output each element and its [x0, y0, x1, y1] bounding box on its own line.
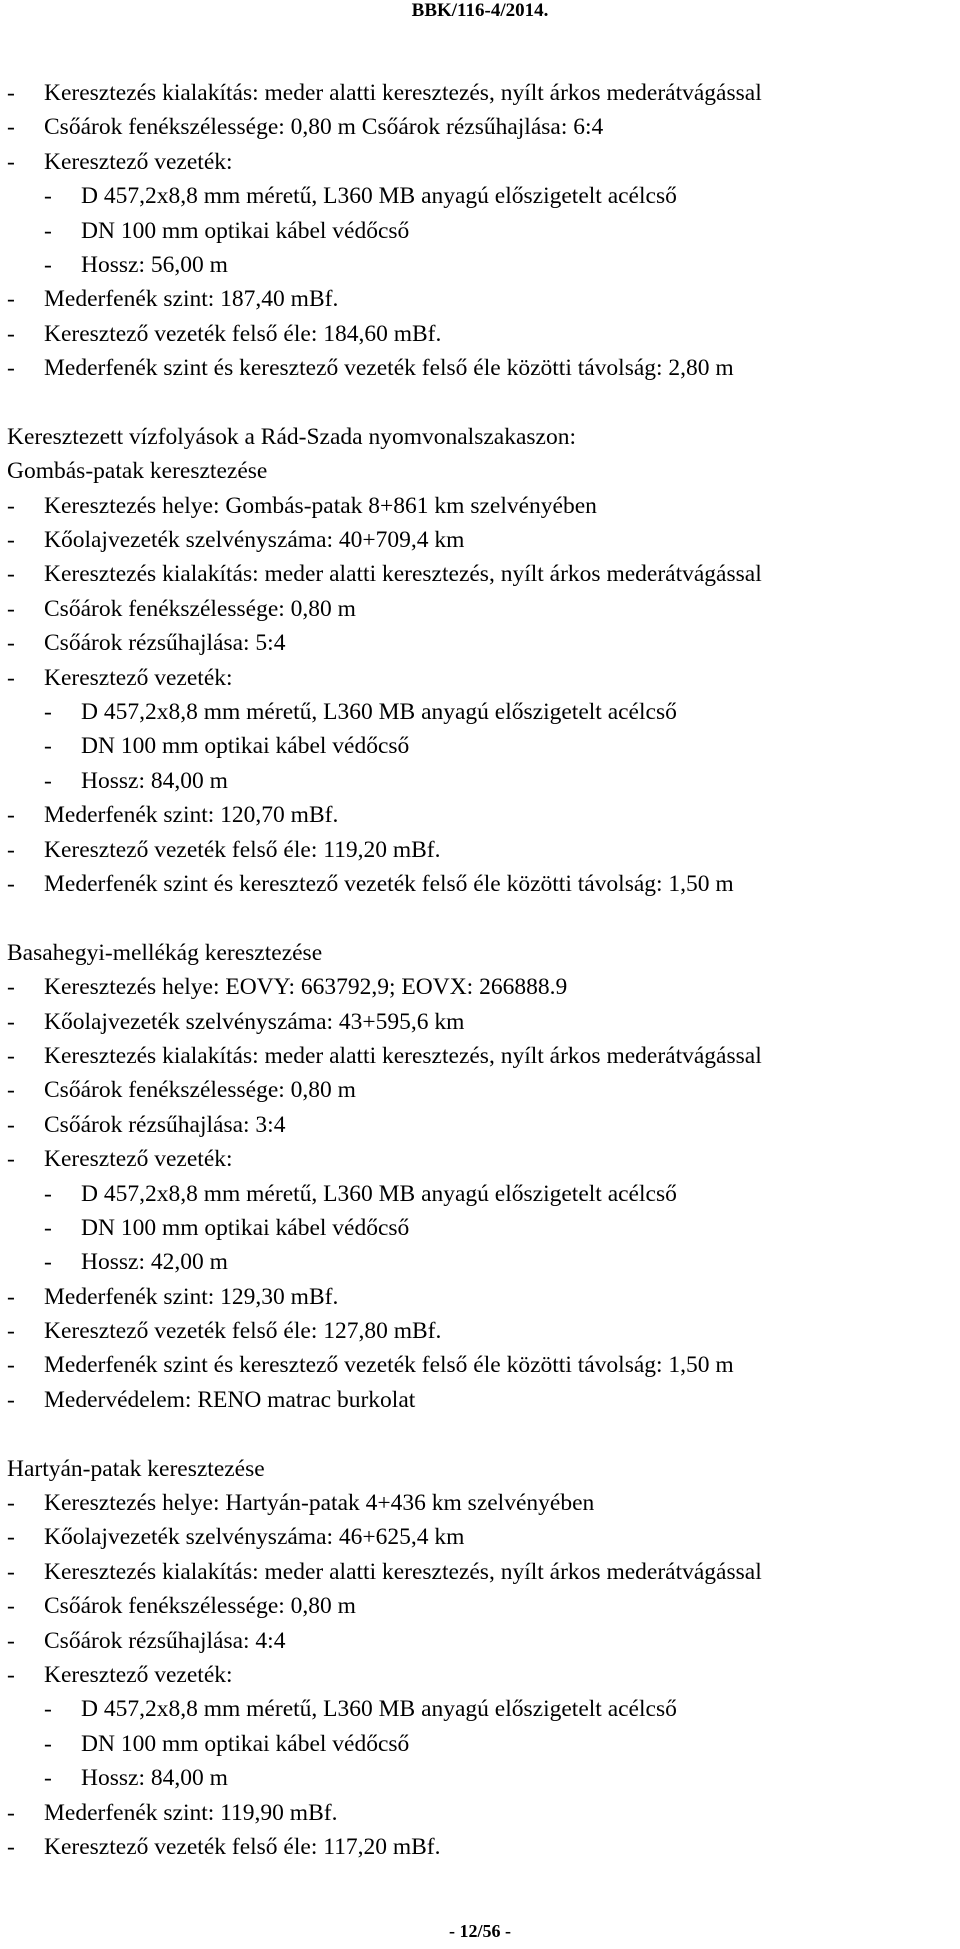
- bullet-dash: -: [44, 1249, 52, 1276]
- bullet-dash: -: [44, 251, 52, 278]
- list-item-text: Keresztezés kialakítás: meder alatti keresztezés, nyílt árkos mederátvágással: [44, 80, 762, 106]
- list-subitem: [7, 1761, 957, 1795]
- bullet-dash: -: [44, 1214, 52, 1241]
- bullet-dash: -: [7, 836, 15, 863]
- list-item: [7, 1796, 957, 1830]
- list-item-text: Medervédelem: RENO matrac burkolat: [44, 1386, 416, 1413]
- list-item-text: Keresztezés kialakítás: meder alatti keresztezés, nyílt árkos mederátvágással: [44, 1042, 762, 1069]
- bullet-dash: -: [44, 183, 52, 210]
- list-item-text: DN 100 mm optikai kábel védőcső: [81, 1730, 410, 1757]
- bullet-dash: -: [7, 1008, 15, 1035]
- list-subitem: [7, 214, 957, 248]
- bullet-dash: -: [44, 733, 52, 760]
- list-item: [7, 1348, 957, 1382]
- bullet-dash: -: [7, 114, 15, 141]
- list-item-text: Hossz: 84,00 m: [81, 767, 228, 794]
- list-item: [7, 867, 957, 901]
- bullet-dash: -: [7, 320, 15, 347]
- bullet-dash: -: [7, 1627, 15, 1654]
- bullet-dash: -: [7, 148, 15, 175]
- bullet-dash: -: [7, 1146, 15, 1173]
- list-item-text: Mederfenék szint: 119,90 mBf.: [44, 1799, 338, 1826]
- page-number: - 12/56 -: [449, 1921, 511, 1941]
- list-item-text: Kőolajvezeték szelvényszáma: 40+709,4 km: [44, 527, 465, 554]
- list-item: [7, 282, 957, 316]
- bullet-dash: -: [7, 974, 15, 1001]
- section-heading: Hartyán-patak keresztezése: [7, 1455, 265, 1482]
- bullet-dash: -: [7, 870, 15, 897]
- list-item-text: Keresztezés helye: Hartyán-patak 4+436 km szelvényében: [44, 1490, 595, 1517]
- list-item-text: Keresztezés helye: EOVY: 663792,9; EOVX: 266888.9: [44, 974, 568, 1001]
- list-item: [7, 798, 957, 832]
- list-item-text: Csőárok rézsűhajlása: 4:4: [44, 1627, 286, 1654]
- bullet-dash: -: [7, 527, 15, 554]
- list-item-text: DN 100 mm optikai kábel védőcső: [81, 217, 410, 244]
- bullet-dash: -: [44, 1696, 52, 1723]
- bullet-dash: -: [7, 1799, 15, 1826]
- list-item: [7, 1073, 957, 1107]
- list-subitem: [7, 1692, 957, 1726]
- list-subitem: [7, 1245, 957, 1279]
- bullet-dash: -: [7, 1283, 15, 1310]
- list-item-text: Keresztező vezeték:: [44, 1146, 233, 1173]
- list-item-text: Csőárok rézsűhajlása: 5:4: [44, 630, 286, 657]
- list-item-text: D 457,2x8,8 mm méretű, L360 MB anyagú előszigetelt acélcső: [81, 1180, 677, 1207]
- list-item-text: Mederfenék szint: 187,40 mBf.: [44, 286, 339, 313]
- list-subitem: [7, 729, 957, 763]
- bullet-dash: -: [44, 1180, 52, 1207]
- section-heading: Keresztezett vízfolyások a Rád-Szada nyomvonalszakaszon:: [7, 423, 577, 450]
- list-item-text: DN 100 mm optikai kábel védőcső: [81, 1214, 410, 1241]
- list-item-text: Mederfenék szint és keresztező vezeték felső éle közötti távolság: 1,50 m: [44, 870, 734, 897]
- list-item: [7, 1658, 957, 1692]
- list-item: [7, 626, 957, 660]
- list-subitem: [7, 695, 957, 729]
- list-item-text: Keresztező vezeték:: [44, 148, 233, 175]
- list-subitem: [7, 1177, 957, 1211]
- list-item-text: Mederfenék szint és keresztező vezeték felső éle közötti távolság: 1,50 m: [44, 1352, 734, 1379]
- list-item: [7, 1280, 957, 1314]
- bullet-dash: -: [7, 355, 15, 382]
- list-item-text: Keresztező vezeték felső éle: 117,20 mBf.: [44, 1833, 441, 1860]
- bullet-dash: -: [7, 1318, 15, 1345]
- bullet-dash: -: [7, 492, 15, 519]
- list-item: [7, 1142, 957, 1176]
- bullet-dash: -: [44, 767, 52, 794]
- list-subitem: [7, 1211, 957, 1245]
- bullet-dash: -: [7, 595, 15, 622]
- list-item-text: D 457,2x8,8 mm méretű, L360 MB anyagú előszigetelt acélcső: [81, 699, 677, 726]
- list-item: [7, 592, 957, 626]
- bullet-dash: -: [7, 802, 15, 829]
- list-item-text: Keresztezés helye: Gombás-patak 8+861 km szelvényében: [44, 492, 597, 519]
- bullet-dash: -: [7, 286, 15, 313]
- section-heading: Gombás-patak keresztezése: [7, 458, 268, 485]
- list-item: [7, 523, 957, 557]
- list-item-text: Kőolajvezeték szelvényszáma: 43+595,6 km: [44, 1008, 465, 1035]
- list-item-text: Kőolajvezeték szelvényszáma: 46+625,4 km: [44, 1524, 465, 1551]
- bullet-dash: -: [7, 1833, 15, 1860]
- bullet-dash: -: [7, 1558, 15, 1585]
- bullet-dash: -: [44, 217, 52, 244]
- list-item-text: Csőárok fenékszélessége: 0,80 m: [44, 1077, 356, 1104]
- list-item: [7, 1108, 957, 1142]
- list-item: [7, 76, 957, 110]
- list-item-text: Mederfenék szint: 120,70 mBf.: [44, 802, 339, 829]
- list-item: [7, 833, 957, 867]
- list-item-text: DN 100 mm optikai kábel védőcső: [81, 733, 410, 760]
- list-item: [7, 1830, 957, 1864]
- bullet-dash: -: [7, 1111, 15, 1138]
- list-item-text: Hossz: 42,00 m: [81, 1249, 228, 1276]
- list-item: [7, 489, 957, 523]
- list-item-text: Csőárok fenékszélessége: 0,80 m: [44, 595, 356, 622]
- list-item-text: Keresztező vezeték felső éle: 184,60 mBf.: [44, 320, 442, 347]
- list-item-text: Mederfenék szint és keresztező vezeték felső éle közötti távolság: 2,80 m: [44, 355, 734, 382]
- list-item-text: Hossz: 56,00 m: [81, 251, 228, 278]
- list-item: [7, 1039, 957, 1073]
- list-item-text: Keresztező vezeték felső éle: 127,80 mBf.: [44, 1318, 442, 1345]
- bullet-dash: -: [7, 1042, 15, 1069]
- list-item: [7, 110, 957, 144]
- bullet-dash: -: [44, 699, 52, 726]
- bullet-dash: -: [7, 1524, 15, 1551]
- list-item-text: Mederfenék szint: 129,30 mBf.: [44, 1283, 339, 1310]
- list-item: [7, 145, 957, 179]
- list-item: [7, 970, 957, 1004]
- list-subitem: [7, 179, 957, 213]
- blank-line: [7, 901, 957, 935]
- list-item: [7, 1624, 957, 1658]
- blank-line: [7, 1417, 957, 1451]
- list-item-text: Keresztező vezeték felső éle: 119,20 mBf.: [44, 836, 441, 863]
- list-item: [7, 661, 957, 695]
- list-item: [7, 1314, 957, 1348]
- section-heading: Basahegyi-mellékág keresztezése: [7, 939, 323, 966]
- list-item: [7, 1383, 957, 1417]
- list-item: [7, 1005, 957, 1039]
- list-subitem: [7, 764, 957, 798]
- list-item-text: Csőárok fenékszélessége: 0,80 m: [44, 1593, 356, 1620]
- bullet-dash: -: [44, 1730, 52, 1757]
- list-item-text: Keresztezés kialakítás: meder alatti keresztezés, nyílt árkos mederátvágással: [44, 1558, 762, 1585]
- list-item-text: D 457,2x8,8 mm méretű, L360 MB anyagú előszigetelt acélcső: [81, 1696, 677, 1723]
- list-item: [7, 351, 957, 385]
- list-item-text: Csőárok fenékszélessége: 0,80 m Csőárok rézsűhajlása: 6:4: [44, 114, 604, 141]
- bullet-dash: -: [7, 1386, 15, 1413]
- list-item: [7, 1555, 957, 1589]
- list-item-text: Csőárok rézsűhajlása: 3:4: [44, 1111, 286, 1138]
- list-item: [7, 1589, 957, 1623]
- bullet-dash: -: [7, 1077, 15, 1104]
- list-item-text: Keresztezés kialakítás: meder alatti keresztezés, nyílt árkos mederátvágással: [44, 561, 762, 588]
- bullet-dash: -: [7, 80, 15, 106]
- list-item: [7, 317, 957, 351]
- page-header: BBK/116-4/2014.: [411, 0, 549, 21]
- bullet-dash: -: [7, 1593, 15, 1620]
- list-item: [7, 1486, 957, 1520]
- bullet-dash: -: [44, 1765, 52, 1792]
- list-item: [7, 1520, 957, 1554]
- list-item-text: Hossz: 84,00 m: [81, 1765, 228, 1792]
- list-item: [7, 557, 957, 591]
- list-subitem: [7, 1727, 957, 1761]
- document-body: [7, 76, 957, 1864]
- bullet-dash: -: [7, 630, 15, 657]
- bullet-dash: -: [7, 1352, 15, 1379]
- blank-line: [7, 386, 957, 420]
- list-subitem: [7, 248, 957, 282]
- list-item-text: Keresztező vezeték:: [44, 1661, 233, 1688]
- bullet-dash: -: [7, 664, 15, 691]
- bullet-dash: -: [7, 1661, 15, 1688]
- list-item-text: D 457,2x8,8 mm méretű, L360 MB anyagú előszigetelt acélcső: [81, 183, 677, 210]
- list-item-text: Keresztező vezeték:: [44, 664, 233, 691]
- bullet-dash: -: [7, 561, 15, 588]
- bullet-dash: -: [7, 1490, 15, 1517]
